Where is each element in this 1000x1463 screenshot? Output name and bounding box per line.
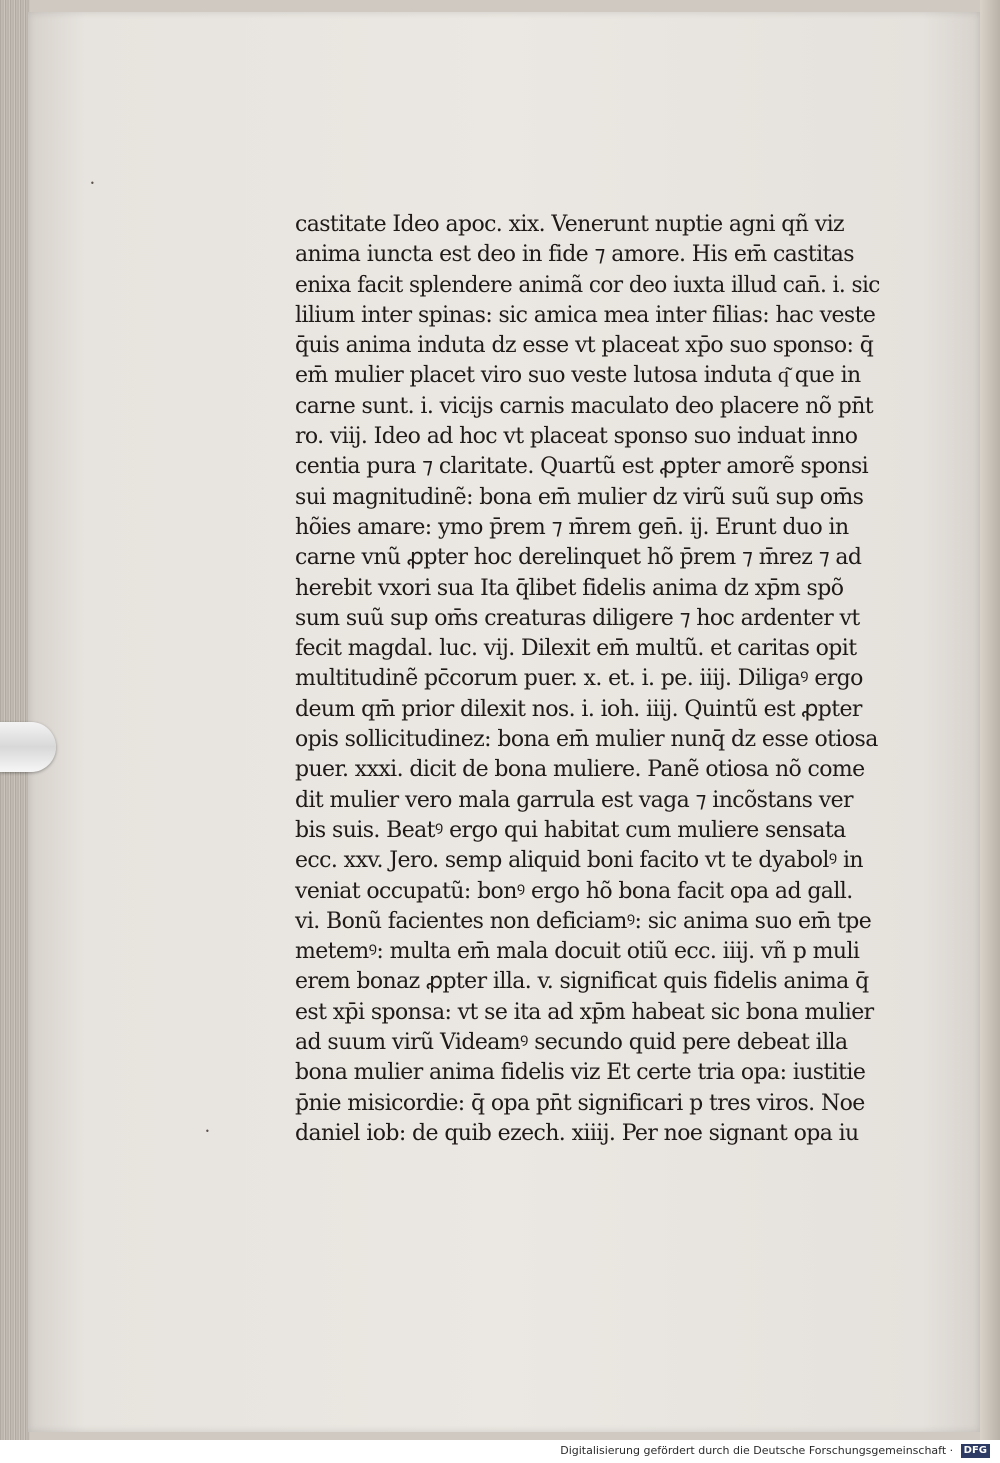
- text-line: ro. viij. Ideo ad hoc vt placeat sponso suo induat inno: [295, 424, 858, 450]
- text-line: carne vnũ ꝓpter hoc derelinquet hõ p̄rem ⁊ m̄rez ⁊ ad: [295, 545, 862, 571]
- page-clip: [0, 722, 56, 772]
- text-line: erem bonaz ꝓpter illa. v. significat quis fidelis anima q̄: [295, 969, 869, 995]
- text-line: ad suum virũ Videamꝰ secundo quid pere debeat illa: [295, 1030, 848, 1056]
- text-line: daniel iob: de quib ezech. xiiij. Per noe signant opa iu: [295, 1120, 859, 1146]
- text-line: sum suũ sup om̄s creaturas diligere ⁊ hoc ardenter vt: [295, 605, 860, 631]
- page-stack-edges: [0, 0, 30, 1440]
- text-line: castitate Ideo apoc. xix. Venerunt nuptie agni qñ viz: [295, 212, 845, 237]
- text-line: deum qm̄ prior dilexit nos. i. ioh. iiij. Quintũ est ꝓpter: [295, 696, 862, 722]
- text-line: hõies amare: ymo p̄rem ⁊ m̄rem gen̄. ij. Erunt duo in: [295, 514, 849, 540]
- text-line: ecc. xxv. Jero. semp aliquid boni facito vt te dyabolꝰ in: [295, 848, 864, 874]
- text-line: bis suis. Beatꝰ ergo qui habitat cum muliere sensata: [295, 817, 846, 843]
- digitization-credit: [560, 1443, 990, 1459]
- text-line: sui magnitudinẽ: bona em̄ mulier dz virũ suũ sup om̄s: [295, 484, 864, 510]
- text-line: q̄uis anima induta dz esse vt placeat xp̄o suo sponso: q̄: [295, 333, 874, 359]
- text-line: p̄nie misicordie: q̄ opa pn̄t significari p tres viros. Noe: [295, 1090, 865, 1116]
- incunabula-text-block: [295, 210, 880, 1149]
- text-line: metemꝰ: multa em̄ mala docuit otiũ ecc. iiij. vñ p muli: [295, 939, 860, 965]
- text-line: dit mulier vero mala garrula est vaga ⁊ incõstans ver: [295, 787, 853, 813]
- text-line: multitudinẽ pc̄corum puer. x. et. i. pe. iiij. Diligaꝰ ergo: [295, 666, 863, 692]
- text-line: anima iuncta est deo in fide ⁊ amore. His em̄ castitas: [295, 242, 854, 268]
- text-line: puer. xxxi. dicit de bona muliere. Panẽ otiosa nõ come: [295, 757, 865, 783]
- dfg-logo: DFG: [961, 1444, 990, 1458]
- text-line: vi. Bonũ facientes non deficiamꝰ: sic anima suo em̄ tpe: [295, 908, 872, 934]
- text-line: est xp̄i sponsa: vt se ita ad xp̄m habeat sic bona mulier: [295, 999, 874, 1025]
- credit-text: Digitalisierung gefördert durch die Deutsche Forschungsgemeinschaft ·: [560, 1444, 954, 1457]
- text-line: veniat occupatũ: bonꝰ ergo hõ bona facit opa ad gall.: [295, 878, 853, 904]
- text-line: enixa facit splendere animã cor deo iuxta illud can̄. i. sic: [295, 272, 880, 298]
- text-line: lilium inter spinas: sic amica mea inter filias: hac veste: [295, 302, 876, 328]
- text-line: herebit vxori sua Ita q̄libet fidelis anima dz xp̄m spõ: [295, 575, 844, 601]
- text-line: fecit magdal. luc. vij. Dilexit em̄ multũ. et caritas opit: [295, 636, 857, 662]
- book-binding-edge: [980, 0, 1000, 1440]
- text-line: carne sunt. i. vicijs carnis maculato deo placere nõ pn̄t: [295, 393, 874, 419]
- text-line: opis sollicitudinez: bona em̄ mulier nunq̄ dz esse otiosa: [295, 727, 878, 753]
- text-line: em̄ mulier placet viro suo veste lutosa induta q͂ que in: [295, 363, 861, 389]
- text-line: centia pura ⁊ claritate. Quartũ est ꝓpter amorẽ sponsi: [295, 454, 869, 480]
- text-line: bona mulier anima fidelis viz Et certe tria opa: iustitie: [295, 1060, 866, 1086]
- paper-speck: •: [205, 1127, 210, 1136]
- paper-speck: •: [90, 179, 95, 188]
